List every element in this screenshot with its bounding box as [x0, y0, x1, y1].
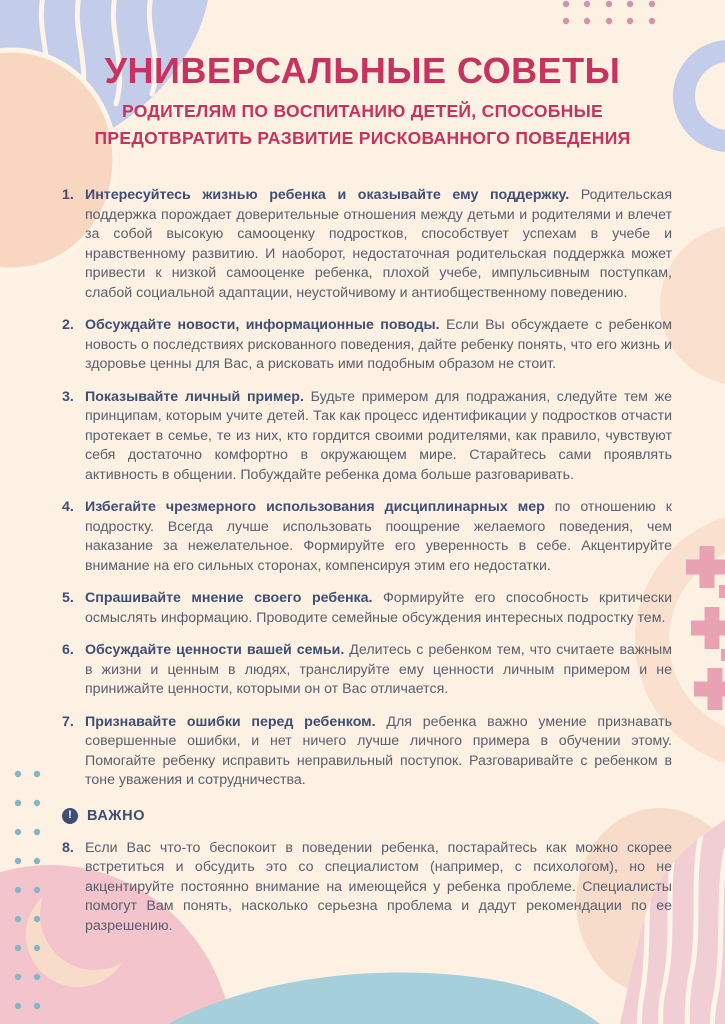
tip-lead: Признавайте ошибки перед ребенком. [85, 713, 387, 730]
tip-item [62, 388, 672, 486]
subtitle-line-2: ПРЕДОТВРАТИТЬ РАЗВИТИЕ РИСКОВАННОГО ПОВЕДЕНИЯ [94, 128, 631, 148]
tip-lead: Интересуйтесь жизнью ребенка и оказывайте ему поддержку. [85, 187, 581, 203]
tip-number: 4. [62, 499, 74, 515]
tip-lead: Показывайте личный пример. [85, 388, 311, 405]
important-note [62, 808, 672, 824]
tip-body: Если Вы обсуждаете с ребенком новость о последствиях рискованного поведения, дайте ребенку понять, что его жизнь и здоровье ценны для Вас, а рисковать ими подобным образом не стоит. [85, 317, 672, 372]
tip-item [62, 186, 672, 303]
tip-lead: Обсуждайте ценности вашей семьи. [85, 642, 350, 658]
tip-lead: Спрашивайте мнение своего ребенка. [85, 590, 383, 606]
tip-text [85, 713, 672, 791]
tip-number: 8. [62, 839, 74, 856]
tip-text [85, 589, 672, 628]
tip-body: Родительская поддержка порождает доверительные отношения между детьми и родителями и влечет за собой высокую самооценку подростков, способствует успехам в учебе и нравственному развитию. И наоборот, недостаточная родительская поддержка может привести к низкой самооценке ребенка, плохой учебе, импульсивным поступкам, слабой социальной адаптации, неустойчивому и антиобщественному поведению. [85, 187, 672, 301]
tip-lead: Обсуждайте новости, информационные поводы. [85, 317, 447, 333]
tip-body: Будьте примером для подражания, следуйте тем же принципам, которым учите детей. Так как процесс идентификации у подростков отчасти протекает в семье, те из них, кто гордится своими родителями, как правило, чувствуют себя достаточно комфортно в окружающем мире. Старайтесь сами проявлять активность в общении. Побуждайте ребенка дома больше разговаривать. [85, 388, 672, 483]
tip-number: 7. [62, 713, 74, 730]
alert-icon: ! [62, 808, 78, 824]
important-label: ВАЖНО [87, 807, 146, 824]
tip-item [62, 589, 672, 628]
page-subtitle [0, 98, 725, 152]
tip-text [85, 316, 672, 375]
tip-item [62, 498, 672, 576]
poster-header [0, 0, 725, 152]
tip-body: Делитесь с ребенком тем, что считаете важным в жизни и ценным в людях, транслируйте ему ценности личным примером и не принижайте ценности, которыми он от Вас отличается. [85, 642, 672, 697]
tip-text [85, 388, 672, 486]
tip-number: 3. [62, 388, 74, 405]
tip-item [62, 839, 672, 937]
tip-number: 5. [62, 590, 74, 606]
tip-number: 6. [62, 642, 74, 658]
tip-item [62, 316, 672, 375]
tips-list [62, 186, 672, 949]
tip-number: 1. [62, 187, 74, 203]
tip-text [85, 498, 672, 576]
tip-lead: Избегайте чрезмерного использования дисциплинарных мер [85, 499, 555, 515]
tip-text [85, 641, 672, 700]
tip-number: 2. [62, 317, 74, 333]
tip-item [62, 713, 672, 791]
tip-text [85, 839, 672, 937]
tip-body: по отношению к подростку. Всегда лучше использовать поощрение желаемого поведения, чем наказание за нежелательное. Формируйте его уверенность в себе. Акцентируйте внимание на его сильных сторонах, компенсируя этим его недостатки. [85, 499, 672, 574]
page-title: УНИВЕРСАЛЬНЫЕ СОВЕТЫ [104, 50, 621, 91]
tip-body: Для ребенка важно умение признавать совершенные ошибки, и нет ничего лучше личного примера в обучении этому. Помогайте ребенку исправить неправильный поступок. Разговаривайте с ребенком в тоне уважения и сотрудничества. [85, 713, 672, 788]
tip-body: Если Вас что-то беспокоит в поведении ребенка, постарайтесь как можно скорее встретиться и обсудить это со специалистом (например, с психологом), но не акцентируйте постоянно внимание на имеющейся у ребенка проблеме. Специалисты помогут Вам понять, насколько серьезна проблема и дадут рекомендации по ее разрешению. [85, 839, 672, 934]
tip-text [85, 186, 672, 303]
subtitle-line-1: РОДИТЕЛЯМ ПО ВОСПИТАНИЮ ДЕТЕЙ, СПОСОБНЫЕ [121, 101, 603, 121]
tip-body: Формируйте его способность критически осмыслять информацию. Проводите семейные обсуждения интересных подростку тем. [85, 590, 673, 626]
tip-item [62, 641, 672, 700]
